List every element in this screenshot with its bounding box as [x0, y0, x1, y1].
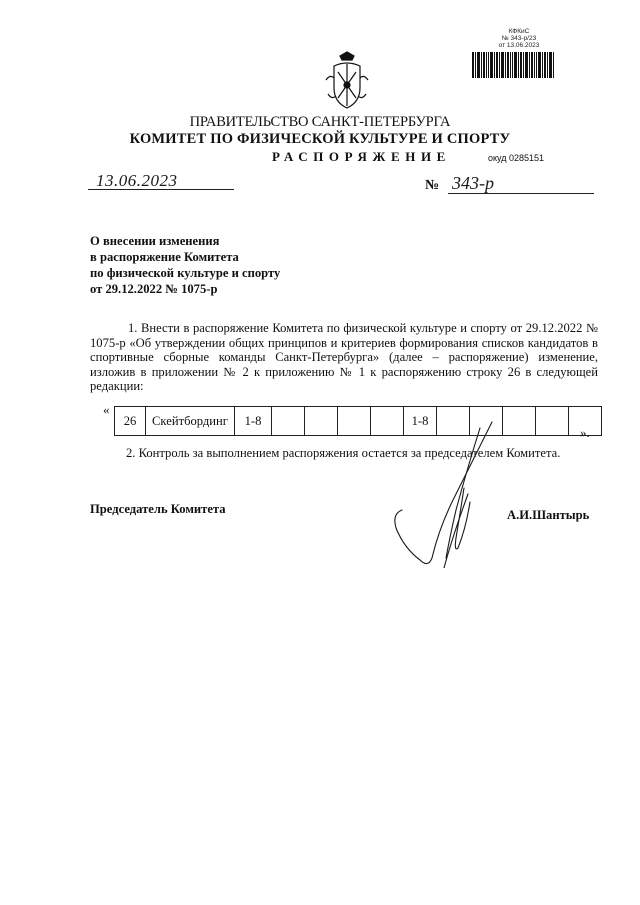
quote-open: «	[103, 402, 110, 417]
table-cell	[338, 407, 371, 436]
stamp-line: КФКиС	[508, 28, 530, 35]
amended-row-table	[114, 406, 602, 436]
signatory-name: А.И.Шантырь	[507, 508, 590, 522]
table-row	[115, 407, 602, 436]
table-cell: 26	[115, 407, 146, 436]
subject-line: в распоряжение Комитета	[90, 250, 239, 264]
government-name: ПРАВИТЕЛЬСТВО САНКТ-ПЕТЕРБУРГА	[189, 114, 451, 130]
table-cell: 1-8	[235, 407, 272, 436]
date-underline	[88, 189, 234, 190]
number-underline	[448, 193, 594, 194]
stamp-line: № 343-р/23	[501, 35, 537, 42]
table-cell	[305, 407, 338, 436]
subject-line: по физической культуре и спорту	[90, 266, 281, 280]
registration-stamp	[484, 28, 554, 49]
handwritten-date: 13.06.2023	[96, 171, 178, 190]
paragraph-2: 2. Контроль за выполнением распоряжения остается за председателем Комитета.	[126, 446, 561, 460]
table-cell: 1-8	[404, 407, 437, 436]
table-cell	[536, 407, 569, 436]
paragraph-1: 1. Внести в распоряжение Комитета по физической культуре и спорту от 29.12.2022 № 1075-р «Об утверждении общих принципов и критериев формирования списков кандидатов в спортивные сборные команды Санкт-Петербурга» (далее – распоряжение) изменение, изложив в приложении № 2 к приложению № 1 к распоряжению строку 26 в следующей редакции:	[90, 321, 598, 394]
okud-code: окуд 0285151	[488, 153, 545, 163]
number-label: №	[425, 178, 440, 193]
subject-line: О внесении изменения	[90, 234, 220, 248]
table-cell	[272, 407, 305, 436]
handwritten-signature	[384, 418, 524, 568]
coat-of-arms-emblem	[322, 50, 372, 112]
document-type: РАСПОРЯЖЕНИЕ	[272, 149, 451, 164]
committee-name: КОМИТЕТ ПО ФИЗИЧЕСКОЙ КУЛЬТУРЕ И СПОРТУ	[129, 131, 511, 147]
signatory-title: Председатель Комитета	[90, 502, 226, 516]
barcode-image	[472, 52, 554, 78]
table-cell: Скейтбординг	[146, 407, 235, 436]
subject-line: от 29.12.2022 № 1075-р	[90, 282, 218, 296]
stamp-line: от 13.06.2023	[498, 42, 540, 49]
document-subject	[90, 233, 280, 297]
quote-close: ».	[580, 425, 590, 440]
handwritten-number: 343-р	[452, 173, 494, 193]
